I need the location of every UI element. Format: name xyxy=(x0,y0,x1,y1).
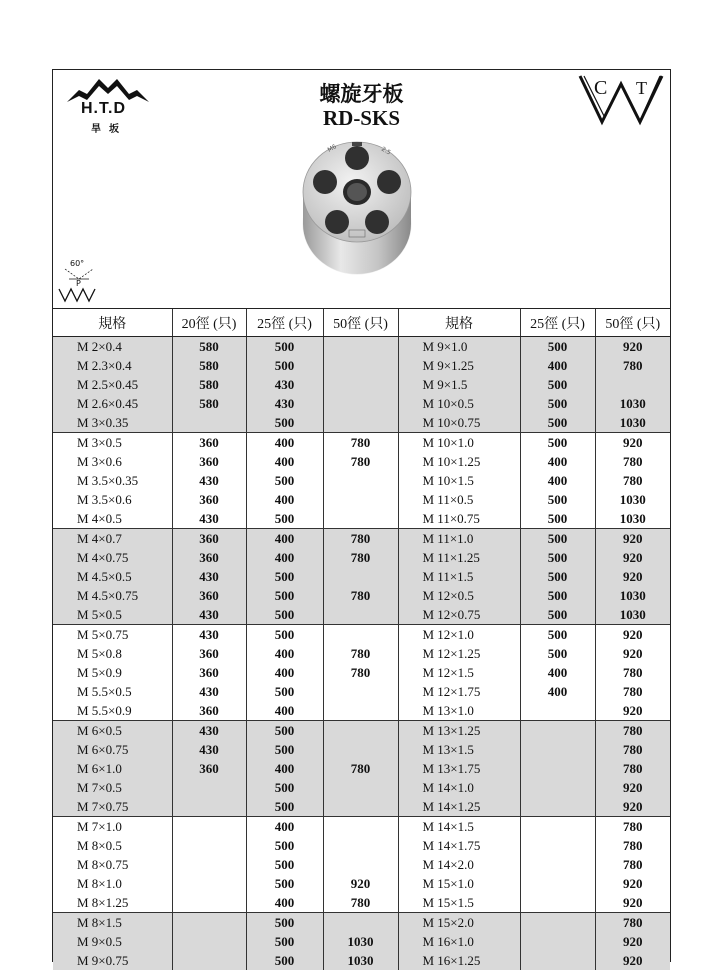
cell-spec-left: M 7×1.0 xyxy=(53,817,172,837)
header-50-diameter-right: 50徑 (只) xyxy=(595,309,670,337)
thread-pitch-label: P xyxy=(76,279,81,288)
cell-qty-50-left: 780 xyxy=(323,893,398,913)
cell-qty-25-right: 400 xyxy=(520,356,595,375)
cell-qty-50-left xyxy=(323,394,398,413)
cell-qty-50-left: 1030 xyxy=(323,951,398,970)
cell-spec-left: M 6×1.0 xyxy=(53,759,172,778)
cell-qty-25-left: 400 xyxy=(246,490,323,509)
cell-qty-25-left: 500 xyxy=(246,855,323,874)
cell-spec-right: M 10×0.5 xyxy=(398,394,520,413)
cell-qty-25-left: 400 xyxy=(246,817,323,837)
cell-qty-50-right: 920 xyxy=(595,778,670,797)
cell-spec-left: M 3.5×0.6 xyxy=(77,492,132,507)
table-row xyxy=(53,452,670,471)
table-row xyxy=(53,836,670,855)
cell-qty-50-right: 780 xyxy=(595,759,670,778)
cell-spec-left: M 5×0.5 xyxy=(53,605,172,625)
cell-qty-20 xyxy=(172,874,246,893)
table-row xyxy=(53,471,670,490)
thread-angle-label: 60° xyxy=(70,259,85,268)
cell-qty-50-right: 780 xyxy=(595,836,670,855)
cell-qty-25-right: 400 xyxy=(520,663,595,682)
cell-qty-50-left: 780 xyxy=(323,529,398,549)
cell-qty-25-right xyxy=(520,797,595,817)
cell-qty-25-left: 400 xyxy=(246,433,323,453)
cell-spec-left: M 9×0.5 xyxy=(53,932,172,951)
cell-qty-25-left: 500 xyxy=(246,836,323,855)
cell-qty-25-right xyxy=(520,721,595,741)
cell-spec-left: M 3×0.35 xyxy=(53,413,172,433)
cell-qty-20: 430 xyxy=(172,471,246,490)
table-row xyxy=(53,433,670,453)
cell-qty-25-right xyxy=(520,778,595,797)
cell-qty-50-left xyxy=(323,471,398,490)
cell-spec-right: M 14×1.75 xyxy=(398,836,520,855)
cell-qty-50-right: 780 xyxy=(595,452,670,471)
catalog-sheet xyxy=(52,69,671,968)
cell-qty-25-right xyxy=(520,740,595,759)
cell-qty-25-left: 500 xyxy=(246,605,323,625)
cell-qty-25-right xyxy=(520,759,595,778)
cell-qty-50-right: 780 xyxy=(595,913,670,933)
cell-qty-50-right: 920 xyxy=(595,701,670,721)
cell-qty-50-right: 920 xyxy=(595,797,670,817)
cell-qty-20 xyxy=(172,951,246,970)
cell-spec-right: M 11×1.25 xyxy=(398,548,520,567)
cell-qty-20: 360 xyxy=(172,548,246,567)
cell-qty-25-right xyxy=(520,932,595,951)
cell-spec-right: M 15×1.0 xyxy=(398,874,520,893)
cell-qty-25-right xyxy=(520,893,595,913)
product-title: 螺旋牙板 xyxy=(319,82,404,106)
cell-qty-25-right: 500 xyxy=(520,625,595,645)
cell-qty-50-right: 780 xyxy=(595,855,670,874)
cell-qty-25-right: 500 xyxy=(520,509,595,529)
cell-qty-20 xyxy=(172,932,246,951)
cell-qty-50-right: 920 xyxy=(595,433,670,453)
cell-qty-50-left xyxy=(323,413,398,433)
cell-qty-50-right: 920 xyxy=(595,337,670,357)
cell-spec-left: M 6×0.75 xyxy=(53,740,172,759)
cell-qty-50-left: 780 xyxy=(323,433,398,453)
cell-qty-25-right: 500 xyxy=(520,413,595,433)
table-row xyxy=(53,356,670,375)
cell-qty-25-left: 400 xyxy=(246,701,323,721)
cell-qty-50-left xyxy=(323,375,398,394)
cell-qty-25-right xyxy=(520,951,595,970)
cell-qty-50-right: 780 xyxy=(595,721,670,741)
brand-chinese: 旱坂 xyxy=(91,124,127,135)
cell-qty-25-right xyxy=(520,855,595,874)
cell-qty-50-left xyxy=(323,509,398,529)
cell-qty-20: 580 xyxy=(172,337,246,357)
catalog-header xyxy=(53,70,670,308)
cell-spec-left: M 2×0.4 xyxy=(53,337,172,357)
cell-spec-right: M 11×0.75 xyxy=(398,509,520,529)
table-row xyxy=(53,490,670,509)
cell-qty-50-left: 780 xyxy=(323,548,398,567)
cell-spec-left: M 8×0.75 xyxy=(77,857,129,872)
cell-qty-25-left: 430 xyxy=(246,394,323,413)
cell-spec-right: M 15×2.0 xyxy=(398,913,520,933)
cell-qty-20: 360 xyxy=(172,452,246,471)
cell-qty-25-right: 500 xyxy=(520,394,595,413)
cell-spec-right: M 12×1.75 xyxy=(398,682,520,701)
cell-spec-right: M 12×1.25 xyxy=(398,644,520,663)
header-50-diameter-left: 50徑 (只) xyxy=(323,309,398,337)
table-row xyxy=(53,586,670,605)
cwt-logo xyxy=(576,70,666,126)
cell-spec-right: M 12×1.0 xyxy=(398,625,520,645)
cell-spec-right: M 12×0.75 xyxy=(398,605,520,625)
cell-qty-25-left: 500 xyxy=(246,356,323,375)
cell-qty-25-left: 500 xyxy=(246,932,323,951)
cell-qty-50-right: 1030 xyxy=(595,605,670,625)
table-header-row xyxy=(53,309,670,337)
cell-qty-25-right: 500 xyxy=(520,644,595,663)
cell-qty-20: 360 xyxy=(172,529,246,549)
cell-qty-50-right: 780 xyxy=(595,740,670,759)
die-marking-size: M6 xyxy=(326,143,338,154)
cell-spec-left: M 5.5×0.5 xyxy=(77,684,132,699)
cell-qty-25-right: 500 xyxy=(520,529,595,549)
cell-qty-50-right: 920 xyxy=(595,567,670,586)
cell-spec-left: M 4×0.5 xyxy=(77,511,122,526)
header-spec-left: 規格 xyxy=(53,309,172,337)
cell-qty-25-left: 500 xyxy=(246,797,323,817)
cell-qty-20: 360 xyxy=(172,644,246,663)
cell-qty-50-left xyxy=(323,682,398,701)
cell-spec-left: M 3×0.6 xyxy=(77,454,122,469)
cell-qty-50-left xyxy=(323,836,398,855)
cell-qty-25-right xyxy=(520,836,595,855)
logo-letter-t: T xyxy=(636,78,647,98)
cell-qty-50-left xyxy=(323,490,398,509)
cell-spec-right: M 11×1.0 xyxy=(398,529,520,549)
cell-spec-right: M 15×1.5 xyxy=(398,893,520,913)
cell-qty-50-left xyxy=(323,356,398,375)
cell-spec-left: M 8×1.5 xyxy=(53,913,172,933)
cell-qty-20: 580 xyxy=(172,394,246,413)
cell-qty-25-left: 500 xyxy=(246,682,323,701)
cell-qty-50-right: 920 xyxy=(595,625,670,645)
cell-qty-50-left: 780 xyxy=(323,663,398,682)
table-row xyxy=(53,701,670,721)
cell-qty-20 xyxy=(172,797,246,817)
cell-qty-25-left: 500 xyxy=(246,874,323,893)
cell-qty-20 xyxy=(172,855,246,874)
table-row xyxy=(53,337,670,357)
cell-qty-20 xyxy=(172,893,246,913)
cell-qty-25-left: 500 xyxy=(246,778,323,797)
cell-qty-25-left: 400 xyxy=(246,548,323,567)
cell-qty-20 xyxy=(172,817,246,837)
cell-spec-right: M 12×1.5 xyxy=(398,663,520,682)
product-code: RD-SKS xyxy=(322,106,401,130)
cell-qty-20: 580 xyxy=(172,375,246,394)
cell-qty-25-right: 500 xyxy=(520,490,595,509)
cell-qty-20: 360 xyxy=(172,701,246,721)
cell-spec-left: M 5×0.9 xyxy=(77,665,122,680)
cell-qty-50-left xyxy=(323,855,398,874)
table-row xyxy=(53,663,670,682)
cell-qty-50-right: 1030 xyxy=(595,394,670,413)
cell-qty-20: 360 xyxy=(172,433,246,453)
table-body xyxy=(53,337,670,971)
table-row xyxy=(53,605,670,625)
cell-qty-25-left: 500 xyxy=(246,471,323,490)
cell-spec-right: M 14×1.0 xyxy=(398,778,520,797)
table-row xyxy=(53,644,670,663)
table-row xyxy=(53,855,670,874)
cell-spec-left: M 6×0.5 xyxy=(53,721,172,741)
cell-qty-25-left: 500 xyxy=(246,951,323,970)
cell-qty-20 xyxy=(172,913,246,933)
cell-spec-left: M 3×0.5 xyxy=(53,433,172,453)
cell-qty-25-right: 400 xyxy=(520,452,595,471)
cell-qty-25-right: 400 xyxy=(520,471,595,490)
cell-spec-left: M 4.5×0.5 xyxy=(53,567,172,586)
cell-spec-right: M 9×1.0 xyxy=(398,337,520,357)
cell-qty-50-left: 780 xyxy=(323,644,398,663)
table-row xyxy=(53,625,670,645)
cell-qty-20 xyxy=(172,413,246,433)
cell-spec-right: M 16×1.25 xyxy=(398,951,520,970)
cell-spec-left: M 5.5×0.9 xyxy=(77,703,132,718)
cell-qty-25-right: 500 xyxy=(520,586,595,605)
cell-qty-20: 360 xyxy=(172,759,246,778)
cell-qty-50-left xyxy=(323,625,398,645)
cell-spec-right: M 13×1.25 xyxy=(398,721,520,741)
cell-qty-25-right: 500 xyxy=(520,567,595,586)
cell-qty-25-left: 500 xyxy=(246,740,323,759)
header-25-diameter-right: 25徑 (只) xyxy=(520,309,595,337)
cell-qty-50-left: 920 xyxy=(323,874,398,893)
cell-spec-right: M 10×1.25 xyxy=(398,452,520,471)
cell-qty-20: 430 xyxy=(172,740,246,759)
cell-qty-50-left xyxy=(323,797,398,817)
cell-spec-right: M 10×1.5 xyxy=(398,471,520,490)
cell-qty-50-right: 920 xyxy=(595,529,670,549)
cell-spec-left: M 5×0.8 xyxy=(77,646,122,661)
table-row xyxy=(53,932,670,951)
cell-spec-right: M 10×1.0 xyxy=(398,433,520,453)
table-row xyxy=(53,375,670,394)
die-marking-pitch: 2.5 xyxy=(380,145,392,157)
cell-qty-50-left xyxy=(323,567,398,586)
cell-qty-25-left: 500 xyxy=(246,509,323,529)
cell-qty-50-right: 920 xyxy=(595,951,670,970)
cell-spec-left: M 8×0.5 xyxy=(77,838,122,853)
cell-spec-right: M 14×1.25 xyxy=(398,797,520,817)
cell-qty-25-left: 400 xyxy=(246,893,323,913)
cell-qty-25-right: 500 xyxy=(520,375,595,394)
cell-qty-50-right: 920 xyxy=(595,932,670,951)
cell-qty-50-right: 920 xyxy=(595,893,670,913)
cell-qty-50-left xyxy=(323,740,398,759)
cell-qty-25-right xyxy=(520,874,595,893)
cell-qty-25-left: 400 xyxy=(246,759,323,778)
cell-qty-50-left: 780 xyxy=(323,586,398,605)
cell-spec-right: M 12×0.5 xyxy=(398,586,520,605)
cell-qty-20 xyxy=(172,836,246,855)
cell-qty-20: 430 xyxy=(172,509,246,529)
cell-qty-50-right: 1030 xyxy=(595,490,670,509)
cell-spec-right: M 16×1.0 xyxy=(398,932,520,951)
cell-spec-right: M 14×1.5 xyxy=(398,817,520,837)
cell-qty-50-left xyxy=(323,337,398,357)
table-row xyxy=(53,913,670,933)
table-row xyxy=(53,567,670,586)
cell-qty-25-left: 500 xyxy=(246,625,323,645)
table-row xyxy=(53,721,670,741)
cell-spec-left: M 7×0.5 xyxy=(53,778,172,797)
cell-qty-50-right: 920 xyxy=(595,548,670,567)
cell-qty-25-left: 400 xyxy=(246,452,323,471)
cell-spec-left: M 4×0.75 xyxy=(53,548,172,567)
cell-qty-50-left xyxy=(323,605,398,625)
cell-qty-50-right xyxy=(595,375,670,394)
cell-qty-50-left xyxy=(323,721,398,741)
cell-spec-left: M 4.5×0.75 xyxy=(53,586,172,605)
round-die-image xyxy=(301,132,413,276)
cell-qty-50-left xyxy=(323,913,398,933)
cell-qty-50-right: 920 xyxy=(595,874,670,893)
cell-spec-right: M 9×1.25 xyxy=(398,356,520,375)
table-row xyxy=(53,817,670,837)
cell-qty-50-left: 780 xyxy=(323,452,398,471)
logo-letter-c: C xyxy=(594,77,608,99)
cell-spec-right: M 13×1.75 xyxy=(398,759,520,778)
cell-spec-left: M 2.5×0.45 xyxy=(53,375,172,394)
cell-qty-20: 360 xyxy=(172,586,246,605)
cell-qty-25-left: 400 xyxy=(246,663,323,682)
cell-spec-left: M 4×0.7 xyxy=(53,529,172,549)
cell-qty-50-right: 780 xyxy=(595,471,670,490)
cell-qty-25-right: 500 xyxy=(520,433,595,453)
cell-qty-25-right xyxy=(520,913,595,933)
cell-qty-50-right: 780 xyxy=(595,817,670,837)
cell-qty-25-right: 500 xyxy=(520,605,595,625)
cell-qty-25-left: 500 xyxy=(246,413,323,433)
header-20-diameter: 20徑 (只) xyxy=(172,309,246,337)
cell-qty-25-left: 500 xyxy=(246,913,323,933)
cell-spec-left: M 5×0.75 xyxy=(53,625,172,645)
cell-qty-25-right: 500 xyxy=(520,337,595,357)
brand-latin: H.T.D xyxy=(81,100,126,117)
thread-profile-icon xyxy=(57,257,101,303)
header-25-diameter-left: 25徑 (只) xyxy=(246,309,323,337)
cell-qty-25-left: 400 xyxy=(246,644,323,663)
cell-qty-25-left: 400 xyxy=(246,529,323,549)
cell-qty-50-right: 1030 xyxy=(595,413,670,433)
cell-qty-50-right: 780 xyxy=(595,356,670,375)
table-row xyxy=(53,951,670,970)
cell-qty-25-right xyxy=(520,817,595,837)
table-row xyxy=(53,682,670,701)
table-row xyxy=(53,874,670,893)
cell-spec-right: M 14×2.0 xyxy=(398,855,520,874)
cell-spec-right: M 9×1.5 xyxy=(398,375,520,394)
table-row xyxy=(53,797,670,817)
table-row xyxy=(53,509,670,529)
cell-qty-25-left: 500 xyxy=(246,337,323,357)
cell-spec-right: M 13×1.5 xyxy=(398,740,520,759)
table-row xyxy=(53,740,670,759)
table-row xyxy=(53,529,670,549)
cell-spec-left: M 8×1.25 xyxy=(77,895,129,910)
cell-qty-20: 430 xyxy=(172,567,246,586)
cell-qty-20 xyxy=(172,778,246,797)
cell-qty-25-right: 400 xyxy=(520,682,595,701)
cell-qty-20: 360 xyxy=(172,663,246,682)
cell-qty-50-right: 920 xyxy=(595,644,670,663)
cell-qty-50-left xyxy=(323,778,398,797)
cell-qty-25-left: 500 xyxy=(246,586,323,605)
cell-spec-right: M 13×1.0 xyxy=(398,701,520,721)
cell-qty-25-right xyxy=(520,701,595,721)
cell-qty-50-right: 1030 xyxy=(595,586,670,605)
cell-qty-20: 580 xyxy=(172,356,246,375)
cell-spec-left: M 2.3×0.4 xyxy=(53,356,172,375)
cell-qty-50-right: 780 xyxy=(595,663,670,682)
cell-spec-right: M 10×0.75 xyxy=(398,413,520,433)
cell-qty-20: 430 xyxy=(172,625,246,645)
cell-qty-25-left: 500 xyxy=(246,721,323,741)
cell-spec-left: M 7×0.75 xyxy=(53,797,172,817)
cell-qty-25-left: 430 xyxy=(246,375,323,394)
cell-qty-50-left xyxy=(323,817,398,837)
table-row xyxy=(53,759,670,778)
table-row xyxy=(53,893,670,913)
cell-qty-20: 360 xyxy=(172,490,246,509)
cell-qty-25-right: 500 xyxy=(520,548,595,567)
cell-qty-50-right: 780 xyxy=(595,682,670,701)
table-row xyxy=(53,394,670,413)
table-row xyxy=(53,413,670,433)
cell-qty-20: 430 xyxy=(172,605,246,625)
cell-qty-20: 430 xyxy=(172,721,246,741)
cell-qty-25-left: 500 xyxy=(246,567,323,586)
cell-spec-left: M 8×1.0 xyxy=(77,876,122,891)
cell-spec-left: M 3.5×0.35 xyxy=(77,473,139,488)
cell-qty-50-left: 1030 xyxy=(323,932,398,951)
cell-qty-50-left xyxy=(323,701,398,721)
table-row xyxy=(53,548,670,567)
cell-qty-50-right: 1030 xyxy=(595,509,670,529)
specification-table xyxy=(53,308,670,970)
cell-qty-50-left: 780 xyxy=(323,759,398,778)
cell-qty-20: 430 xyxy=(172,682,246,701)
table-row xyxy=(53,778,670,797)
cell-spec-left: M 9×0.75 xyxy=(53,951,172,970)
header-spec-right: 規格 xyxy=(398,309,520,337)
cell-spec-right: M 11×0.5 xyxy=(398,490,520,509)
cell-spec-left: M 2.6×0.45 xyxy=(53,394,172,413)
cell-spec-right: M 11×1.5 xyxy=(398,567,520,586)
